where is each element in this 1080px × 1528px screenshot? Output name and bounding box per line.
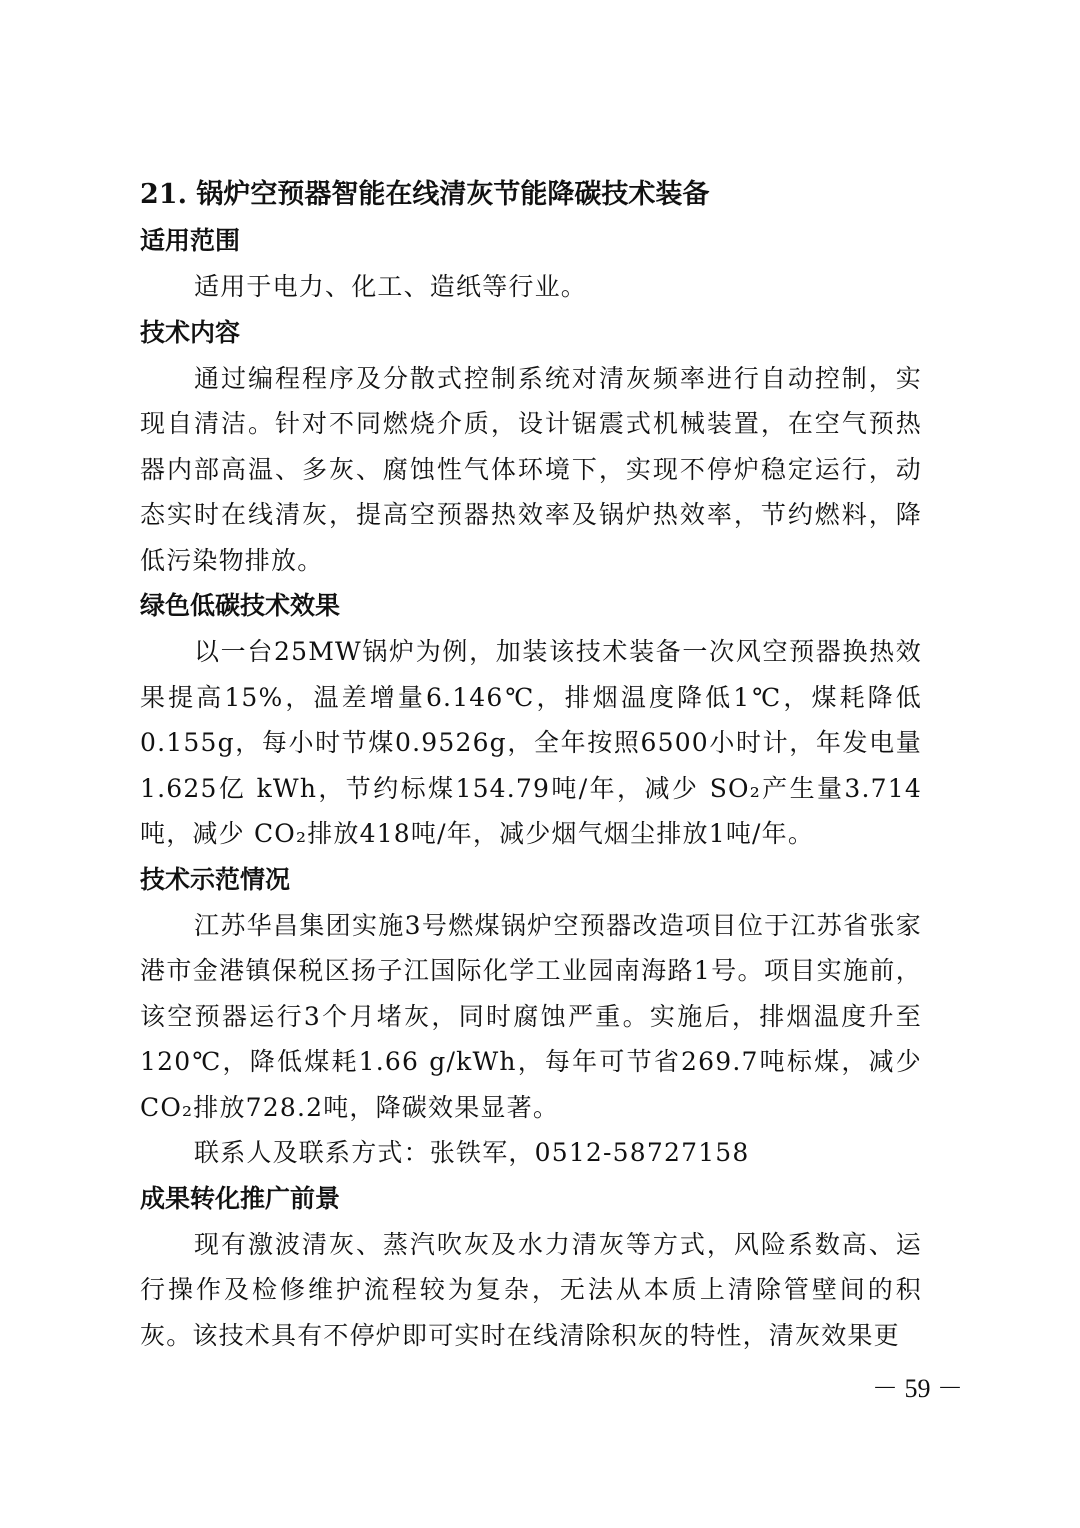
section-promotion-prospects — [140, 1176, 922, 1359]
section-heading: 技术示范情况 — [140, 864, 291, 894]
section-heading: 成果转化推广前景 — [140, 1183, 341, 1213]
section-heading: 适用范围 — [140, 226, 241, 255]
section-paragraph: 现有激波清灰、蒸汽吹灰及水力清灰等方式，风险系数高、运行操作及检修维护流程较为复杂，无法从本质上清除管壁间的积灰。该技术具有不停炉即可实时在线清除积灰的特性，清灰效果更 — [140, 1229, 922, 1350]
section-paragraph: 适用于电力、化工、造纸等行业。 — [194, 272, 588, 301]
section-paragraph: 以一台25MW锅炉为例，加装该技术装备一次风空预器换热效果提高15%，温差增量6.146℃，排烟温度降低1℃，煤耗降低0.155g，每小时节煤0.9526g，全年按照6500小时计，年发电量1.625亿 kWh，节约标煤154.79吨/年，减少 SO₂产生量3.714吨，减少 CO₂排放418吨/年，减少烟气烟尘排放1吨/年。 — [140, 637, 922, 848]
section-applicable-scope — [140, 218, 922, 310]
section-low-carbon-effect — [140, 583, 922, 857]
page-number: － 59 － — [872, 1374, 964, 1403]
page-content — [140, 172, 922, 1358]
section-heading: 技术内容 — [140, 317, 241, 347]
section-technical-content — [140, 310, 922, 584]
section-heading: 绿色低碳技术效果 — [140, 591, 341, 620]
section-paragraph: 通过编程程序及分散式控制系统对清灰频率进行自动控制，实现自清洁。针对不同燃烧介质，设计锯震式机械装置，在空气预热器内部高温、多灰、腐蚀性气体环境下，实现不停炉稳定运行，动态实时在线清灰，提高空预器热效率及锅炉热效率，节约燃料，降低污染物排放。 — [140, 363, 922, 575]
page-title: 21. 锅炉空预器智能在线清灰节能降碳技术装备 — [140, 179, 710, 210]
section-demonstration — [140, 857, 922, 1176]
section-paragraph: 江苏华昌集团实施3号燃煤锅炉空预器改造项目位于江苏省张家港市金港镇保税区扬子江国际化学工业园南海路1号。项目实施前，该空预器运行3个月堵灰，同时腐蚀严重。实施后，排烟温度升至120℃，降低煤耗1.66 g/kWh，每年可节省269.7吨标煤，减少CO₂排放728.2吨，降碳效果显著。 — [140, 910, 922, 1122]
contact-info: 联系人及联系方式：张铁军，0512-58727158 — [194, 1138, 750, 1167]
